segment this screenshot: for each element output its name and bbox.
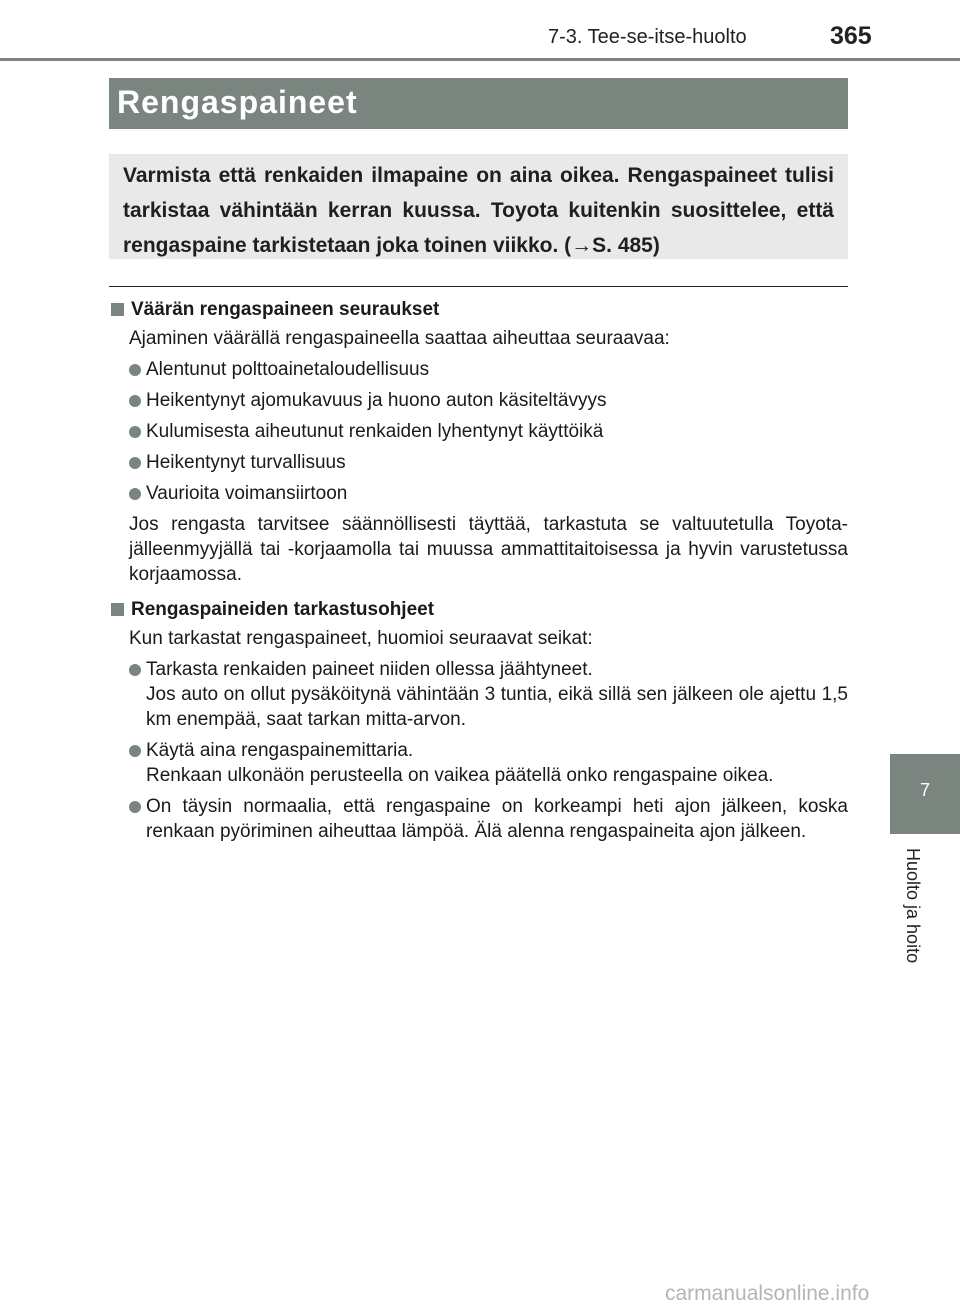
list-item: [109, 450, 848, 475]
list-item: [109, 794, 848, 844]
list-item-text: Heikentynyt turvallisuus: [146, 452, 346, 473]
list-item: [109, 388, 848, 413]
square-bullet-icon: [111, 603, 124, 616]
list-item-text: Alentunut polttoainetaloudellisuus: [146, 359, 430, 380]
section-heading-text: Rengaspaineiden tarkastusohjeet: [131, 599, 435, 620]
round-bullet-icon: [129, 664, 141, 676]
list-item: [109, 419, 848, 444]
section-rule: [109, 286, 848, 287]
header-rule: [0, 58, 960, 61]
round-bullet-icon: [129, 457, 141, 469]
header-section-title: 7-3. Tee-se-itse-huolto: [548, 26, 747, 48]
page-number: 365: [830, 22, 872, 50]
intro-text: Varmista että renkaiden ilmapaine on aina oikea. Rengaspaineet tulisi tarkistaa vähintään kerran kuussa. Toyota kuitenkin suosittelee, että rengaspaine tarkistetaan joka toinen viikko. (→S. 485): [123, 164, 834, 257]
list-item-main: Tarkasta renkaiden paineet niiden ollessa jäähtyneet.: [146, 659, 593, 680]
list-item-text: Heikentynyt ajomukavuus ja huono auton käsiteltävyys: [146, 390, 607, 411]
chapter-number: 7: [919, 780, 930, 800]
list-item-main: On täysin normaalia, että rengaspaine on korkeampi heti ajon jälkeen, koska renkaan pyöriminen aiheuttaa lämpöä. Älä alenna rengaspaineita ajon jälkeen.: [146, 796, 848, 842]
round-bullet-icon: [129, 745, 141, 757]
list-item-text: Vaurioita voimansiirtoon: [146, 483, 348, 504]
list-item-main: Käytä aina rengaspainemittaria.: [146, 740, 414, 761]
title-bar: [109, 78, 848, 129]
round-bullet-icon: [129, 488, 141, 500]
section-heading-consequences: [109, 297, 848, 322]
square-bullet-icon: [111, 303, 124, 316]
round-bullet-icon: [129, 395, 141, 407]
list-item-detail: Jos auto on ollut pysäköitynä vähintään 3 tuntia, eikä sillä sen jälkeen ole ajettu 1,5 km enempää, saat tarkan mitta-arvon.: [146, 684, 848, 730]
footer-watermark: carmanualsonline.info: [665, 1282, 870, 1305]
chapter-side-tab: [890, 754, 960, 834]
section-lead: Ajaminen väärällä rengaspaineella saattaa aiheuttaa seuraavaa:: [129, 328, 670, 349]
section-closing: Jos rengasta tarvitsee säännöllisesti täyttää, tarkastuta se valtuutetulla Toyota-jälleenmyyjällä tai -korjaamolla tai muussa ammattitaitoisessa ja hyvin varustetussa korjaamossa.: [129, 514, 848, 585]
list-item: [109, 481, 848, 506]
round-bullet-icon: [129, 364, 141, 376]
section-lead: Kun tarkastat rengaspaineet, huomioi seuraavat seikat:: [129, 628, 593, 649]
page-title: Rengaspaineet: [117, 84, 358, 120]
round-bullet-icon: [129, 426, 141, 438]
chapter-side-label: Huolto ja hoito: [903, 848, 923, 964]
round-bullet-icon: [129, 801, 141, 813]
list-item: [109, 738, 848, 788]
list-item-detail: Renkaan ulkonäön perusteella on vaikea päätellä onko rengaspaine oikea.: [146, 765, 774, 786]
content: [109, 293, 848, 844]
intro-box: [109, 154, 848, 259]
section-heading-checking: [109, 597, 848, 622]
list-item: [109, 657, 848, 732]
list-item-text: Kulumisesta aiheutunut renkaiden lyhentynyt käyttöikä: [146, 421, 604, 442]
list-item: [109, 357, 848, 382]
section-heading-text: Väärän rengaspaineen seuraukset: [131, 299, 440, 320]
